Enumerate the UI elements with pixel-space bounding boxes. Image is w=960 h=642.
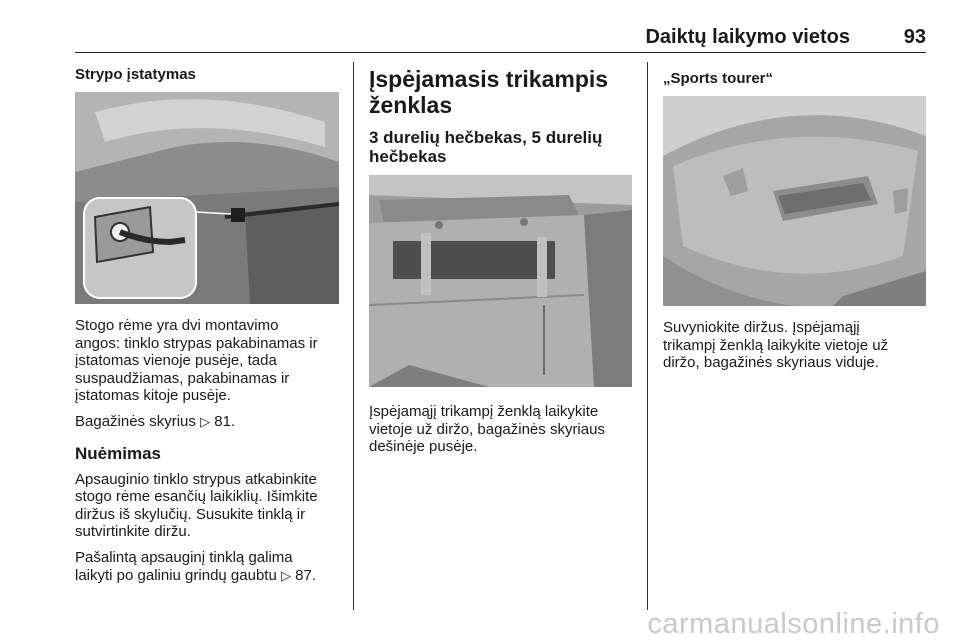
header-divider — [75, 52, 926, 53]
cross-reference[interactable] — [75, 413, 345, 431]
paragraph-line: Pašalintą apsauginį tinklą galima — [75, 548, 293, 566]
caption-line: Įspėjamąjį trikampį ženklą laikykite — [369, 403, 599, 420]
caption-line: dešinėje pusėje. — [369, 438, 478, 456]
section-subtitle: „Sports tourer“ — [663, 70, 774, 87]
paragraph-line: Apsauginio tinklo strypus atkabinkite — [75, 470, 317, 488]
figure-warning-triangle-sports-tourer — [663, 96, 926, 306]
caption-line: trikampį ženklą laikykite vietoje už — [663, 336, 889, 354]
page-number: 93 — [903, 26, 926, 48]
page-header-title: Daiktų laikymo vietos — [645, 26, 850, 48]
section-subtitle: Strypo įstatymas — [75, 66, 196, 83]
column-divider-right — [647, 62, 648, 610]
paragraph-line: suspaudžiamas, pakabinamas ir — [75, 369, 290, 387]
caption-line: Suvyniokite diržus. Įspėjamąjį — [663, 319, 860, 336]
paragraph-line: įstatomas kitoje pusėje. — [75, 387, 231, 405]
figure-warning-triangle-hatchback — [369, 175, 632, 387]
ref-text: Bagažinės skyrius — [75, 412, 196, 430]
section-heading-removal: Nuėmimas — [75, 443, 161, 463]
section-title-line: Įspėjamasis trikampis — [369, 66, 609, 92]
section-subtitle-line: hečbekas — [369, 147, 447, 166]
ref-page: 81. — [214, 412, 236, 430]
paragraph-line: sutvirtinkite diržu. — [75, 523, 191, 541]
paragraph-line: angos: tinklo strypas pakabinamas ir — [75, 334, 318, 352]
paragraph-line: stogo rėme esančių laikiklių. Išimkite — [75, 488, 318, 506]
caption-line: vietoje už diržo, bagažinės skyriaus — [369, 420, 605, 438]
ref-text: laikyti po galiniu grindų gaubtu — [75, 566, 277, 584]
section-subtitle-line: 3 durelių hečbekas, 5 durelių — [369, 128, 603, 147]
right-column — [663, 70, 933, 88]
caption-line: diržo, bagažinės skyriaus viduje. — [663, 354, 879, 372]
figure-net-rod-installation — [75, 92, 339, 304]
left-column — [75, 66, 345, 84]
column-divider-left — [353, 62, 354, 610]
arrow-reference-icon: ▷ — [280, 567, 291, 583]
arrow-reference-icon: ▷ — [200, 413, 211, 429]
section-title-line: ženklas — [369, 92, 453, 118]
ref-page: 87. — [295, 566, 317, 584]
cross-reference[interactable] — [75, 567, 345, 585]
paragraph-line: diržus iš skylučių. Susukite tinklą ir — [75, 505, 306, 523]
paragraph-line: įstatomas vienoje pusėje, tada — [75, 352, 277, 370]
watermark: carmanualsonline.info — [647, 608, 940, 640]
middle-column — [369, 66, 639, 166]
paragraph-line: Stogo rėme yra dvi montavimo — [75, 317, 279, 334]
